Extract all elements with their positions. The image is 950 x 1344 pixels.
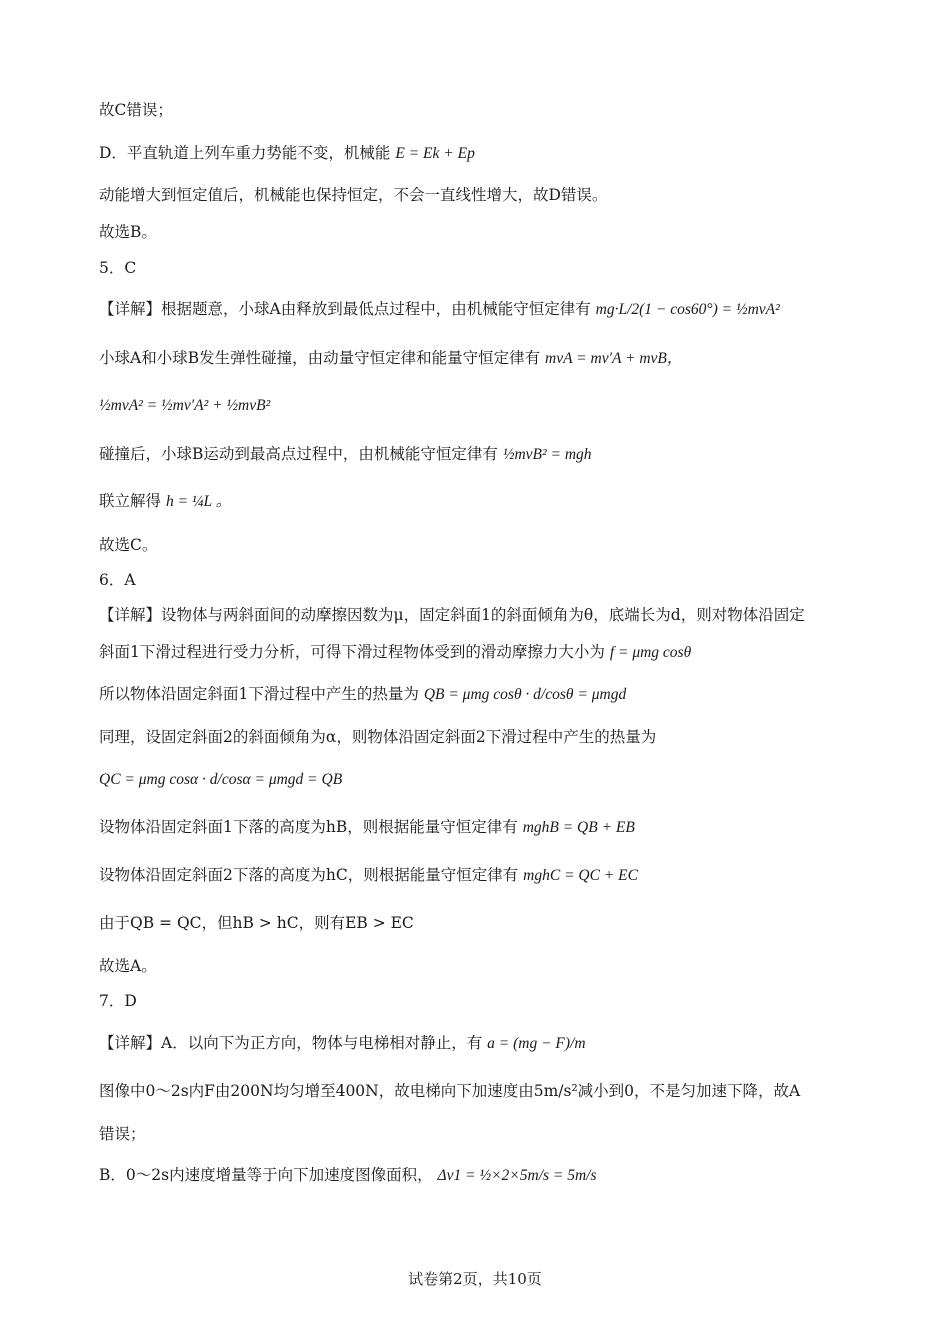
text-line: 故选B。: [99, 223, 157, 241]
question-number: 6．A: [99, 571, 136, 589]
text-line: 故选A。: [99, 957, 157, 975]
text-line: 斜面1下滑过程进行受力分析，可得下滑过程物体受到的滑动摩擦力大小为 f = μmg cosθ: [99, 643, 692, 661]
formula: a = (mg − F)/m: [487, 1035, 586, 1052]
text-line: 碰撞后，小球B运动到最高点过程中，由机械能守恒定律有 ½mvB² = mgh: [99, 445, 592, 463]
text-line: 所以物体沿固定斜面1下滑过程中产生的热量为 QB = μmg cosθ · d/cosθ = μmgd: [99, 685, 627, 703]
text-line: 故C错误；: [99, 101, 173, 119]
page-footer: 试卷第2页，共10页: [408, 1270, 542, 1288]
text-line: 由于QB = QC，但hB > hC，则有EB > EC: [99, 914, 414, 932]
question-number: 5．C: [99, 259, 137, 277]
formula: QB = μmg cosθ · d/cosθ = μmgd: [423, 686, 627, 703]
text-line: 同理，设固定斜面2的斜面倾角为α，则物体沿固定斜面2下滑过程中产生的热量为: [99, 728, 657, 746]
formula: f = μmg cosθ: [609, 644, 692, 661]
formula: mvA = mv′A + mvB，: [545, 350, 683, 367]
formula: ½mvA² = ½mv′A² + ½mvB²: [99, 397, 271, 414]
formula: E = Ek + Ep: [395, 145, 475, 162]
text-line: 【详解】根据题意，小球A由释放到最低点过程中，由机械能守恒定律有 mg·L/2(1 − cos60°) = ½mvA²: [99, 300, 780, 318]
formula: ½mvB² = mgh: [502, 446, 592, 463]
question-number: 7．D: [99, 992, 137, 1010]
text-line: 【详解】设物体与两斜面间的动摩擦因数为μ，固定斜面1的斜面倾角为θ，底端长为d，则对物体沿固定: [99, 606, 805, 624]
text-line: 动能增大到恒定值后，机械能也保持恒定，不会一直线性增大，故D错误。: [99, 186, 608, 204]
text-line: 错误；: [99, 1125, 146, 1143]
formula: QC = μmg cosα · d/cosα = μmgd = QB: [99, 771, 343, 788]
text-line: B．0～2s内速度增量等于向下加速度图像面积， Δv1 = ½×2×5m/s = 5m/s: [99, 1166, 597, 1184]
formula: Δv1 = ½×2×5m/s = 5m/s: [437, 1167, 597, 1184]
formula-line: [99, 768, 890, 791]
text-line: 【详解】A．以向下为正方向，物体与电梯相对静止，有 a = (mg − F)/m: [99, 1034, 586, 1052]
formula: mghC = QC + EC: [523, 867, 638, 884]
text-line: D．平直轨道上列车重力势能不变，机械能 E = Ek + Ep: [99, 144, 475, 162]
text-line: 设物体沿固定斜面1下落的高度为hB，则根据能量守恒定律有 mghB = QB + EB: [99, 818, 635, 836]
formula-line: [99, 394, 890, 417]
text-line: 小球A和小球B发生弹性碰撞，由动量守恒定律和能量守恒定律有 mvA = mv′A + mvB，: [99, 349, 683, 367]
text-line: 联立解得 h = ¼L 。: [99, 492, 232, 510]
formula: mg·L/2(1 − cos60°) = ½mvA²: [595, 301, 780, 318]
text-line: 图像中0～2s内F由200N均匀增至400N，故电梯向下加速度由5m/s²减小到0，不是匀加速下降，故A: [99, 1082, 801, 1100]
formula: h = ¼L 。: [165, 493, 232, 510]
text-line: 故选C。: [99, 536, 158, 554]
formula: mghB = QB + EB: [522, 819, 635, 836]
text-line: 设物体沿固定斜面2下落的高度为hC，则根据能量守恒定律有 mghC = QC + EC: [99, 866, 638, 884]
